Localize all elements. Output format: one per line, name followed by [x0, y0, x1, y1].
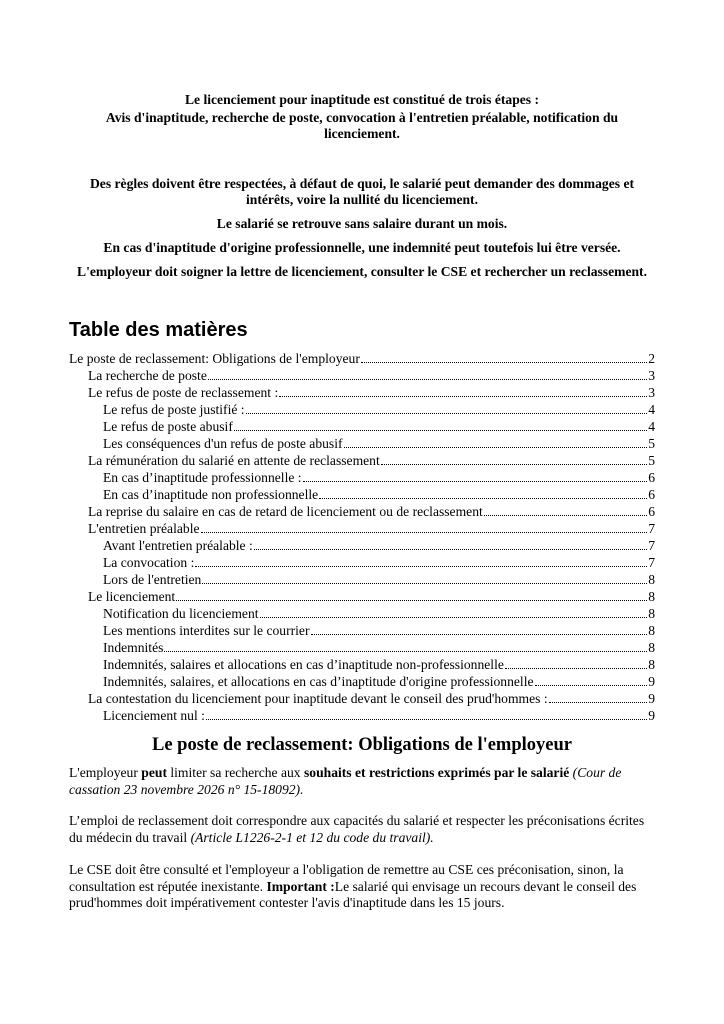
p1-citation: (Cour de cassation 23 novembre 2026 n° 15-18092). [69, 765, 622, 797]
toc-leader-dots [361, 350, 647, 363]
p3-important: Important : [266, 878, 335, 894]
toc-leader-dots [505, 656, 647, 669]
toc-entry-label: Avant l'entretien préalable : [103, 538, 253, 553]
toc-leader-dots [484, 503, 647, 516]
toc-entry-label: Le refus de poste de reclassement : [88, 385, 279, 400]
toc-entry-label: Notification du licenciement [103, 606, 259, 621]
toc-entry-page: 5 [648, 436, 655, 451]
toc-title: Table des matières [69, 319, 248, 341]
toc-entry[interactable] [69, 554, 655, 571]
toc-entry-label: L'entretien préalable [88, 521, 200, 536]
toc-leader-dots [208, 367, 647, 380]
p1-text-a: L'employeur [69, 765, 142, 780]
toc-leader-dots [319, 486, 647, 499]
intro-line-1: Le licenciement pour inaptitude est constitué de trois étapes : [184, 92, 540, 107]
toc-entry[interactable] [69, 435, 655, 452]
toc-leader-dots [381, 452, 647, 465]
table-of-contents [69, 350, 655, 724]
toc-entry[interactable] [69, 418, 655, 435]
toc-entry-label: La rémunération du salarié en attente de reclassement [88, 453, 380, 468]
toc-entry-label: Indemnités [103, 640, 164, 655]
toc-entry[interactable] [69, 384, 655, 401]
toc-entry-label: Le refus de poste justifié : [103, 402, 245, 417]
toc-leader-dots [195, 554, 647, 567]
toc-entry-label: Indemnités, salaires et allocations en cas d’inaptitude non-professionnelle [103, 657, 504, 672]
toc-entry-page: 8 [648, 606, 655, 621]
toc-entry-page: 2 [648, 351, 655, 366]
intro-line-3: Des règles doivent être respectées, à défaut de quoi, le salarié peut demander des dommages et intérêts, voire la nullité du licenciement. [89, 176, 635, 207]
paragraph-2 [69, 813, 659, 846]
toc-entry-page: 6 [648, 470, 655, 485]
toc-entry-page: 8 [648, 640, 655, 655]
p1-text-d: souhaits et restrictions exprimés par le salarié [303, 765, 570, 780]
p3-text-c: Le salarié qui envisage un recours devant le conseil des prud'hommes doit impérativement contester l'avis d'inaptitude dans les 15 jours. [69, 878, 637, 910]
toc-entry-page: 9 [648, 708, 655, 723]
toc-entry-label: La reprise du salaire en cas de retard de licenciement ou de reclassement [88, 504, 483, 519]
toc-entry-page: 6 [648, 487, 655, 502]
paragraph-3 [69, 862, 659, 912]
toc-entry[interactable] [69, 707, 655, 724]
toc-entry[interactable] [69, 537, 655, 554]
p2-citation: (Article L1226-2-1 et 12 du code du travail). [190, 829, 434, 845]
toc-entry-label: En cas d’inaptitude professionnelle : [103, 470, 302, 485]
toc-entry-page: 7 [648, 538, 655, 553]
toc-entry-page: 8 [648, 572, 655, 587]
toc-leader-dots [234, 418, 647, 431]
toc-entry-page: 8 [648, 589, 655, 604]
toc-leader-dots [535, 673, 648, 686]
toc-entry-page: 9 [648, 691, 655, 706]
toc-entry[interactable] [69, 690, 655, 707]
toc-leader-dots [202, 571, 647, 584]
toc-entry[interactable] [69, 605, 655, 622]
toc-entry[interactable] [69, 367, 655, 384]
toc-entry-label: La recherche de poste [88, 368, 207, 383]
toc-entry-label: Les conséquences d'un refus de poste abusif [103, 436, 343, 451]
toc-entry-page: 4 [648, 419, 655, 434]
toc-entry-label: Le refus de poste abusif [103, 419, 233, 434]
toc-leader-dots [176, 588, 647, 601]
p2-text-a: L’emploi de reclassement doit correspondre aux capacités du salarié et respecter les préconisations écrites du médecin du travail [69, 813, 645, 845]
toc-entry-page: 4 [648, 402, 655, 417]
toc-entry-label: Indemnités, salaires, et allocations en cas d’inaptitude d'origine professionnelle [103, 674, 534, 689]
p1-text-c: limiter sa recherche aux [166, 765, 304, 780]
toc-leader-dots [549, 690, 648, 703]
intro-line-4: Le salarié se retrouve sans salaire durant un mois. [216, 216, 508, 231]
toc-entry-label: Le licenciement [88, 589, 176, 604]
toc-entry[interactable] [69, 469, 655, 486]
toc-leader-dots [311, 622, 648, 635]
toc-entry[interactable] [69, 401, 655, 418]
toc-entry-page: 3 [648, 368, 655, 383]
toc-leader-dots [254, 537, 647, 550]
toc-entry-label: Lors de l'entretien [103, 572, 202, 587]
intro-line-6: L'employeur doit soigner la lettre de licenciement, consulter le CSE et rechercher un reclassement. [77, 264, 647, 279]
toc-entry-page: 8 [648, 623, 655, 638]
intro-line-5: En cas d'inaptitude d'origine professionnelle, une indemnité peut toutefois lui être versée. [103, 240, 621, 255]
intro-line-2: Avis d'inaptitude, recherche de poste, convocation à l'entretien préalable, notification du licenciement. [105, 110, 619, 141]
toc-leader-dots [201, 520, 648, 533]
toc-entry[interactable] [69, 503, 655, 520]
section-heading: Le poste de reclassement: Obligations de l'employeur [152, 735, 572, 755]
toc-entry[interactable] [69, 486, 655, 503]
toc-entry-label: Le poste de reclassement: Obligations de l'employeur [69, 351, 360, 366]
toc-entry-page: 9 [648, 674, 655, 689]
paragraph-1 [69, 765, 659, 798]
toc-entry-label: En cas d’inaptitude non professionnelle [103, 487, 319, 502]
toc-entry-label: Licenciement nul : [103, 708, 205, 723]
toc-leader-dots [164, 639, 647, 652]
p1-text-b: peut [141, 765, 167, 780]
toc-entry-label: La contestation du licenciement pour inaptitude devant le conseil des prud'hommes : [88, 691, 548, 706]
toc-entry[interactable] [69, 350, 655, 367]
toc-entry-page: 5 [648, 453, 655, 468]
toc-entry[interactable] [69, 452, 655, 469]
toc-entry[interactable] [69, 673, 655, 690]
toc-entry-page: 3 [648, 385, 655, 400]
toc-entry-page: 7 [648, 555, 655, 570]
toc-entry-page: 6 [648, 504, 655, 519]
toc-entry-label: La convocation : [103, 555, 195, 570]
toc-leader-dots [246, 401, 648, 414]
toc-entry[interactable] [69, 520, 655, 537]
toc-leader-dots [344, 435, 648, 448]
p3-text-a: Le CSE doit être consulté et l'employeur a l'obligation de remettre au CSE ces préconisation, sinon, la consultation est réputée inexistante. [69, 862, 624, 894]
toc-leader-dots [279, 384, 647, 397]
toc-entry[interactable] [69, 622, 655, 639]
toc-entry[interactable] [69, 639, 655, 656]
toc-entry[interactable] [69, 588, 655, 605]
toc-entry-label: Les mentions interdites sur le courrier [103, 623, 310, 638]
toc-leader-dots [303, 469, 648, 482]
toc-entry[interactable] [69, 571, 655, 588]
toc-leader-dots [206, 707, 647, 720]
toc-entry-page: 8 [648, 657, 655, 672]
toc-leader-dots [260, 605, 648, 618]
toc-entry[interactable] [69, 656, 655, 673]
toc-entry-page: 7 [648, 521, 655, 536]
